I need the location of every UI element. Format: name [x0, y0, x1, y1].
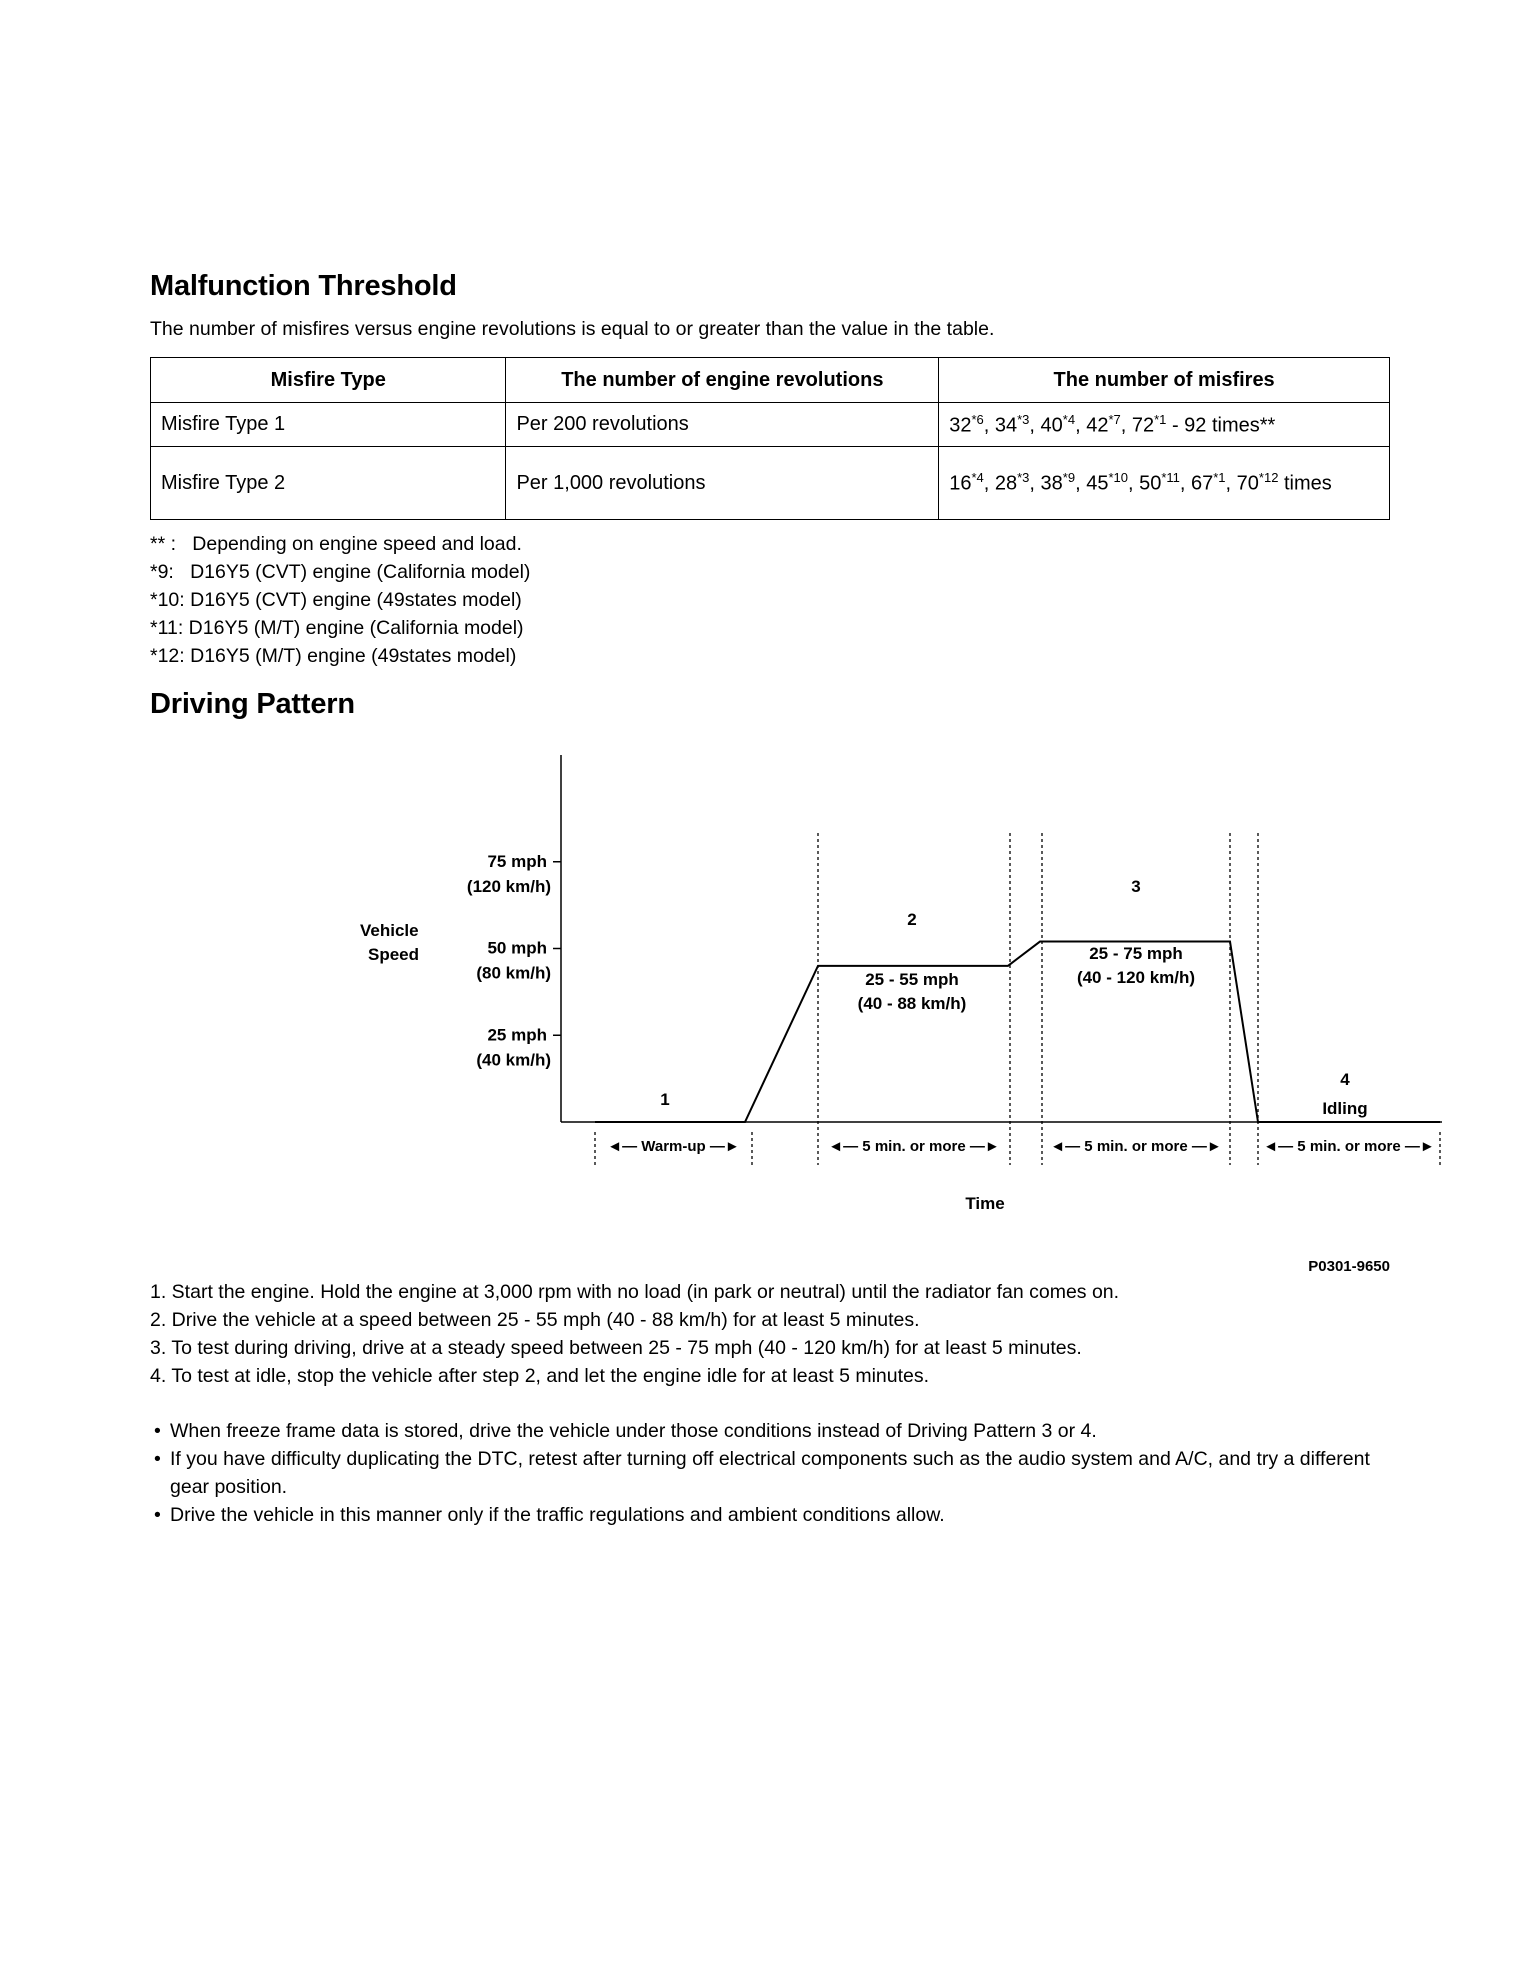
phase-speed-label: 25 - 55 mph [865, 970, 959, 989]
revolutions-cell: Per 200 revolutions [506, 403, 939, 447]
table-row [151, 403, 1390, 447]
footnote: *9: D16Y5 (CVT) engine (California model) [150, 561, 531, 583]
misfire-type-cell: Misfire Type 2 [151, 447, 506, 520]
footnote: ** : Depending on engine speed and load. [150, 533, 522, 555]
footnote: *11: D16Y5 (M/T) engine (California model) [150, 617, 524, 639]
phase-number: 2 [907, 910, 917, 929]
y-tick-sublabel: (120 km/h) [466, 876, 551, 896]
bullet-icon: • [154, 1448, 161, 1470]
driving-notes [150, 1417, 1400, 1529]
misfires-cell: 32$^{*6}$, 34$^{*3}$, 40$^{*4}$, 42$^{*7}$, 72$^{*1}$ - 92 times** [939, 403, 1390, 447]
y-tick-label: 75 mph [487, 851, 547, 871]
malfunction-threshold-heading: Malfunction Threshold [150, 270, 457, 302]
phase-number: 1 [660, 1090, 670, 1109]
phase-speed-label: 25 - 75 mph [1089, 944, 1183, 963]
bullet-icon: • [154, 1504, 161, 1526]
bullet-icon: • [154, 1420, 161, 1442]
footnotes [150, 530, 530, 670]
step-item: 4. To test at idle, stop the vehicle after step 2, and let the engine idle for at least 5 minutes. [150, 1365, 930, 1387]
y-tick-sublabel: (40 km/h) [476, 1050, 551, 1070]
phase-duration: ◄— Warm-up —► [607, 1138, 740, 1155]
driving-pattern-chart [360, 755, 1460, 1235]
y-tick-label: 25 mph [487, 1025, 547, 1045]
misfire-type-cell: Misfire Type 1 [151, 403, 506, 447]
y-axis-label: Speed [368, 945, 420, 964]
note-text: If you have difficulty duplicating the DTC, retest after turning off electrical components such as the audio system and A/C, and try a different gear position. [170, 1448, 1370, 1498]
misfire-table [150, 357, 1390, 520]
phase-duration: ◄— 5 min. or more —► [1050, 1138, 1222, 1155]
note-text: Drive the vehicle in this manner only if the traffic regulations and ambient conditions allow. [170, 1504, 945, 1526]
header-revolutions: The number of engine revolutions [506, 358, 939, 403]
threshold-intro: The number of misfires versus engine revolutions is equal to or greater than the value in the table. [150, 318, 995, 340]
step-item: 2. Drive the vehicle at a speed between 25 - 55 mph (40 - 88 km/h) for at least 5 minutes. [150, 1309, 920, 1331]
x-axis-label: Time [965, 1194, 1005, 1213]
note-text: When freeze frame data is stored, drive the vehicle under those conditions instead of Driving Pattern 3 or 4. [170, 1420, 1097, 1442]
table-row [151, 447, 1390, 520]
step-item: 1. Start the engine. Hold the engine at 3,000 rpm with no load (in park or neutral) until the radiator fan comes on. [150, 1281, 1120, 1303]
driving-pattern-heading: Driving Pattern [150, 688, 355, 720]
y-axis-label: Vehicle [360, 921, 419, 940]
phase-speed-sublabel: (40 - 120 km/h) [1076, 968, 1196, 987]
footnote: *10: D16Y5 (CVT) engine (49states model) [150, 589, 522, 611]
figure-code: P0301-9650 [1308, 1258, 1390, 1275]
header-misfire-type: Misfire Type [151, 358, 506, 403]
misfires-cell: 16$^{*4}$, 28$^{*3}$, 38$^{*9}$, 45$^{*10}$, 50$^{*11}$, 67$^{*1}$, 70$^{*12}$ times [939, 447, 1390, 520]
note-item [150, 1417, 1400, 1445]
note-item [150, 1501, 1400, 1529]
phase-duration: ◄— 5 min. or more —► [828, 1138, 1000, 1155]
y-tick-sublabel: (80 km/h) [476, 963, 551, 983]
phase-number: 3 [1131, 877, 1141, 896]
phase-duration: ◄— 5 min. or more —► [1263, 1138, 1435, 1155]
driving-steps [150, 1278, 1119, 1390]
footnote: *12: D16Y5 (M/T) engine (49states model) [150, 645, 517, 667]
y-tick-label: 50 mph [487, 938, 547, 958]
step-item: 3. To test during driving, drive at a steady speed between 25 - 75 mph (40 - 120 km/h) for at least 5 minutes. [150, 1337, 1082, 1359]
revolutions-cell: Per 1,000 revolutions [506, 447, 939, 520]
phase-speed-sublabel: (40 - 88 km/h) [857, 994, 967, 1013]
header-misfires: The number of misfires [939, 358, 1390, 403]
speed-profile-line [595, 942, 1440, 1122]
note-item [150, 1445, 1400, 1501]
phase-number: 4 [1340, 1070, 1350, 1089]
phase-idle-label: Idling [1322, 1099, 1368, 1118]
